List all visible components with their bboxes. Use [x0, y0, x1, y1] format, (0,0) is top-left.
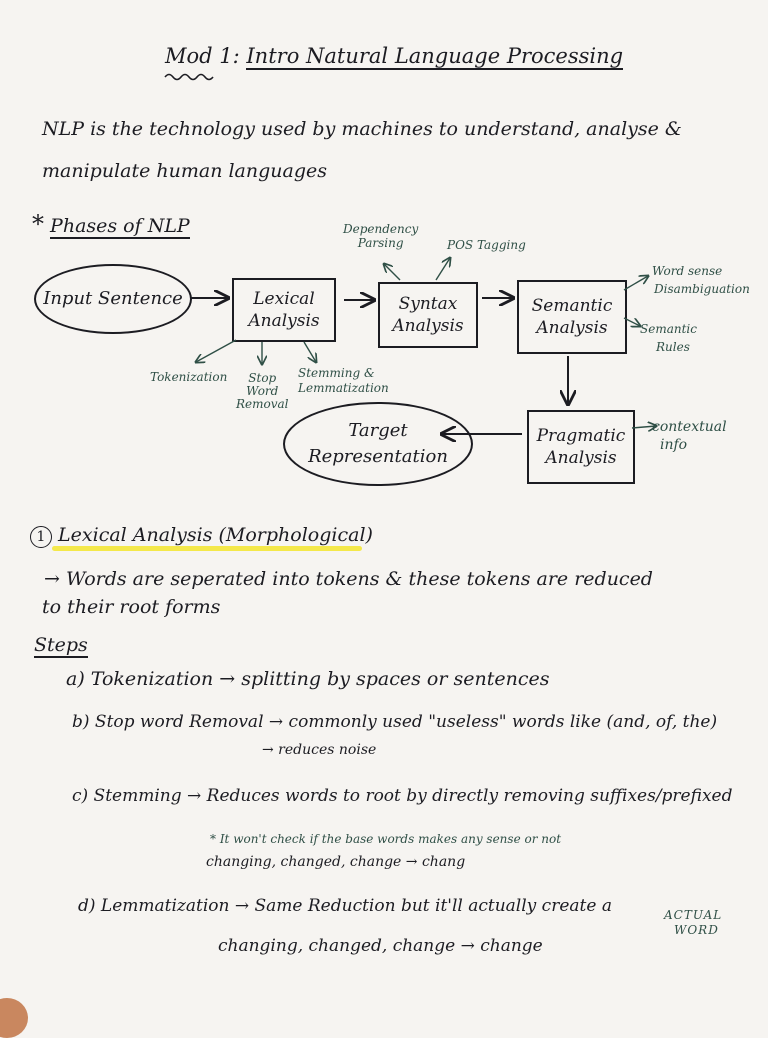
semantic-rules-label-2: Rules — [656, 340, 690, 354]
removal-label: Removal — [236, 397, 289, 411]
actual-label: ACTUAL — [664, 908, 723, 922]
contextual-label: contextual — [652, 419, 727, 435]
step-b: b) Stop word Removal → commonly used "useless" words like (and, of, the) — [72, 712, 718, 732]
step-c: c) Stemming → Reduces words to root by directly removing suffixes/prefixed — [72, 786, 733, 806]
syntax-label-2: Analysis — [392, 316, 464, 336]
section1-title: Lexical Analysis (Morphological) — [58, 524, 373, 546]
star-icon: * — [32, 210, 44, 238]
pragmatic-label-2: Analysis — [545, 448, 617, 468]
section1-heading — [30, 524, 373, 548]
intro-line-2: manipulate human languages — [42, 160, 327, 182]
title-prefix: Mod 1: — [165, 44, 240, 68]
step-a: a) Tokenization → splitting by spaces or sentences — [66, 668, 550, 690]
section1-line-1: → Words are seperated into tokens & these tokens are reduced — [44, 568, 653, 590]
syntax-label-1: Syntax — [398, 294, 458, 314]
word-label: Word — [246, 384, 279, 398]
phases-heading-text: Phases of NLP — [50, 215, 190, 237]
target-label-1: Target — [348, 420, 408, 441]
lemmatization-label: Lemmatization — [298, 381, 389, 395]
step-d-example: changing, changed, change → change — [218, 936, 543, 956]
step-c-note: * It won't check if the base words makes any sense or not — [210, 832, 562, 846]
pos-tagging-note: POS Tagging — [447, 238, 526, 252]
tokenization-note: Tokenization — [150, 370, 228, 384]
word-caption: WORD — [674, 923, 719, 937]
dependency-label: Dependency — [343, 222, 419, 236]
target-label-2: Representation — [308, 446, 448, 467]
steps-heading: Steps — [34, 634, 88, 656]
finger-thumb — [0, 998, 28, 1038]
info-label: info — [660, 437, 688, 453]
semantic-label-2: Analysis — [536, 318, 608, 338]
input-sentence-label: Input Sentence — [43, 288, 183, 309]
section1-number: 1 — [30, 526, 52, 548]
intro-line-1: NLP is the technology used by machines to understand, analyse & — [42, 118, 682, 140]
stemming-label: Stemming & — [298, 366, 375, 380]
lexical-label-1: Lexical — [253, 289, 315, 309]
step-d: d) Lemmatization → Same Reduction but it'll actually create a — [78, 896, 612, 916]
lexical-label-2: Analysis — [248, 311, 320, 331]
title-text: Intro Natural Language Processing — [246, 44, 624, 68]
semantic-label-1: Semantic — [531, 296, 613, 316]
parsing-label: Parsing — [357, 236, 404, 250]
actual-word-note — [664, 908, 722, 938]
wsd-label-1: Word sense — [652, 264, 723, 278]
semantic-rules-label-1: Semantic — [640, 322, 697, 336]
step-c-example: changing, changed, change → chang — [206, 854, 466, 870]
stop-label: Stop — [248, 371, 277, 385]
section1-line-2: to their root forms — [42, 596, 221, 618]
wsd-label-2: Disambiguation — [654, 282, 750, 296]
pragmatic-label-1: Pragmatic — [536, 426, 626, 446]
step-b-note: → reduces noise — [262, 742, 377, 758]
